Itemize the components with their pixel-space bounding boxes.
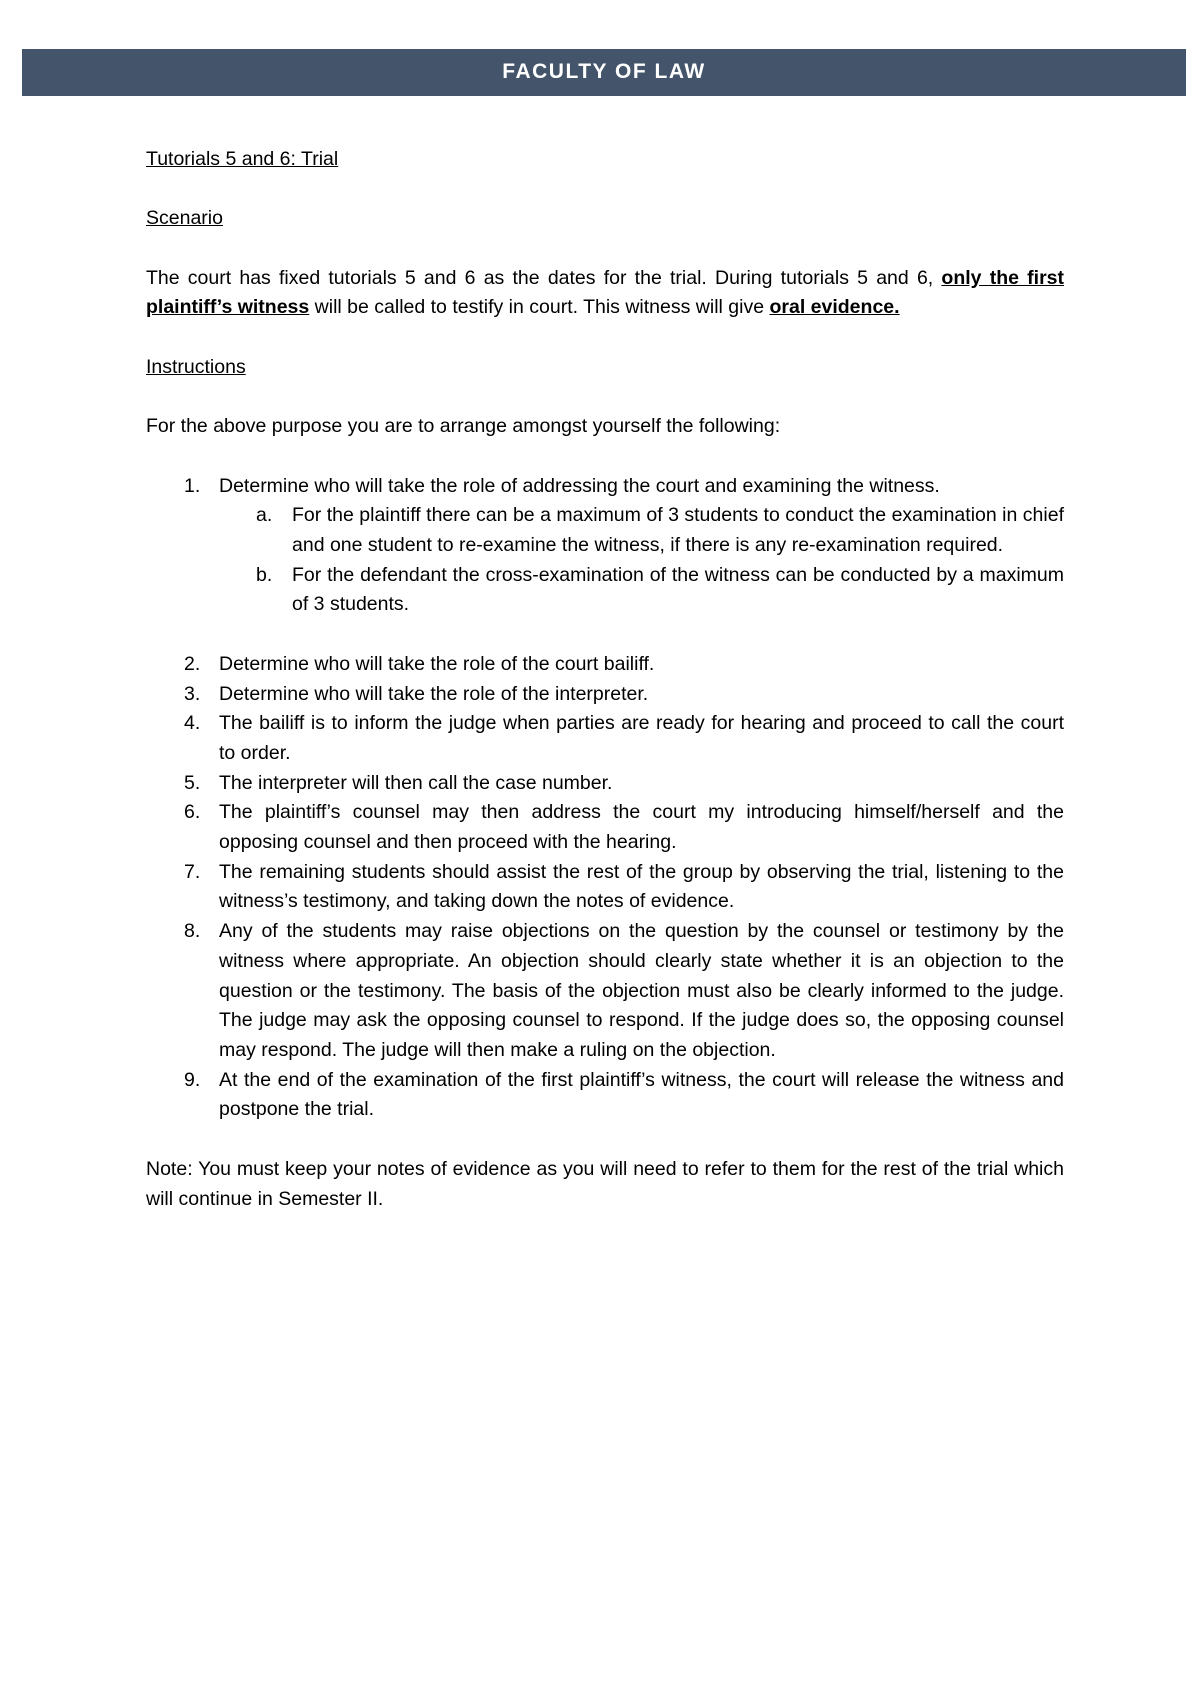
list-item-text: The plaintiff’s counsel may then address the court my introducing himself/herself and the opposing counsel and then proceed with the hearing. <box>219 801 1064 854</box>
list-item-text: At the end of the examination of the first plaintiff’s witness, the court will release the witness and postpone the trial. <box>219 1068 1064 1121</box>
sub-list-item-text: For the defendant the cross-examination of the witness can be conducted by a maximum of 3 students. <box>292 563 1064 616</box>
list-item-number: 1. <box>184 474 201 497</box>
faculty-header-title: FACULTY OF LAW <box>502 60 706 83</box>
list-item-number: 4. <box>184 712 201 735</box>
list-item-text: The remaining students should assist the rest of the group by observing the trial, listening to the witness’s testimony, and taking down the notes of evidence. <box>219 860 1064 913</box>
scenario-heading: Scenario <box>146 207 223 230</box>
list-item-text: Determine who will take the role of addressing the court and examining the witness. <box>219 474 940 497</box>
list-item <box>146 1066 1064 1125</box>
list-item-number: 3. <box>184 682 201 705</box>
faculty-header-bar <box>22 49 1186 96</box>
instructions-list <box>146 472 1064 1125</box>
list-item <box>146 858 1064 917</box>
scenario-text-1: The court has fixed tutorials 5 and 6 as the dates for the trial. During tutorials 5 and 6, <box>146 266 942 289</box>
list-item <box>146 709 1064 768</box>
scenario-emphasis-witness: only the first plaintiff’s witness <box>146 266 1065 319</box>
sub-list-item-letter: a. <box>256 504 273 527</box>
list-item-number: 7. <box>184 860 201 883</box>
sub-list-item-text: For the plaintiff there can be a maximum of 3 students to conduct the examination in chief and one student to re-examine the witness, if there is any re-examination required. <box>292 504 1064 557</box>
sub-list-item-letter: b. <box>256 563 273 586</box>
list-item <box>146 650 1064 680</box>
list-item-text: The interpreter will then call the case number. <box>219 771 613 794</box>
list-item <box>146 769 1064 799</box>
list-item-text: The bailiff is to inform the judge when parties are ready for hearing and proceed to call the court to order. <box>219 712 1064 764</box>
sub-list <box>219 501 1064 620</box>
list-item-number: 9. <box>184 1068 201 1091</box>
list-item-number: 8. <box>184 920 201 943</box>
scenario-emphasis-oral-evidence: oral evidence. <box>769 296 900 319</box>
list-item <box>146 798 1064 857</box>
list-item <box>146 680 1064 710</box>
list-item <box>146 917 1064 1066</box>
document-title: Tutorials 5 and 6: Trial <box>146 148 339 170</box>
scenario-paragraph <box>146 264 1064 323</box>
instructions-heading: Instructions <box>146 355 246 378</box>
sub-list-item <box>219 501 1064 560</box>
document-body <box>146 145 1064 1214</box>
list-item-text: Determine who will take the role of the court bailiff. <box>219 652 655 675</box>
scenario-text-2: will be called to testify in court. This witness will give <box>309 296 770 319</box>
note-paragraph: Note: You must keep your notes of evidence as you will need to refer to them for the rest of the trial which will continue in Semester II. <box>146 1157 1064 1210</box>
list-item-text: Determine who will take the role of the interpreter. <box>219 682 649 705</box>
list-item-text: Any of the students may raise objections on the question by the counsel or testimony by the witness where appropriate. An objection should clearly state whether it is an objection to the question or the testimony. The basis of the objection must also be clearly informed to the judge. The judge may ask the opposing counsel to respond. If the judge does so, the opposing counsel may respond. The judge will then make a ruling on the objection. <box>219 920 1064 1061</box>
instructions-intro: For the above purpose you are to arrange amongst yourself the following: <box>146 415 781 438</box>
list-item-number: 6. <box>184 801 201 824</box>
list-item-number: 2. <box>184 652 201 675</box>
list-item-number: 5. <box>184 771 201 794</box>
sub-list-item <box>219 561 1064 620</box>
list-item <box>146 472 1064 621</box>
